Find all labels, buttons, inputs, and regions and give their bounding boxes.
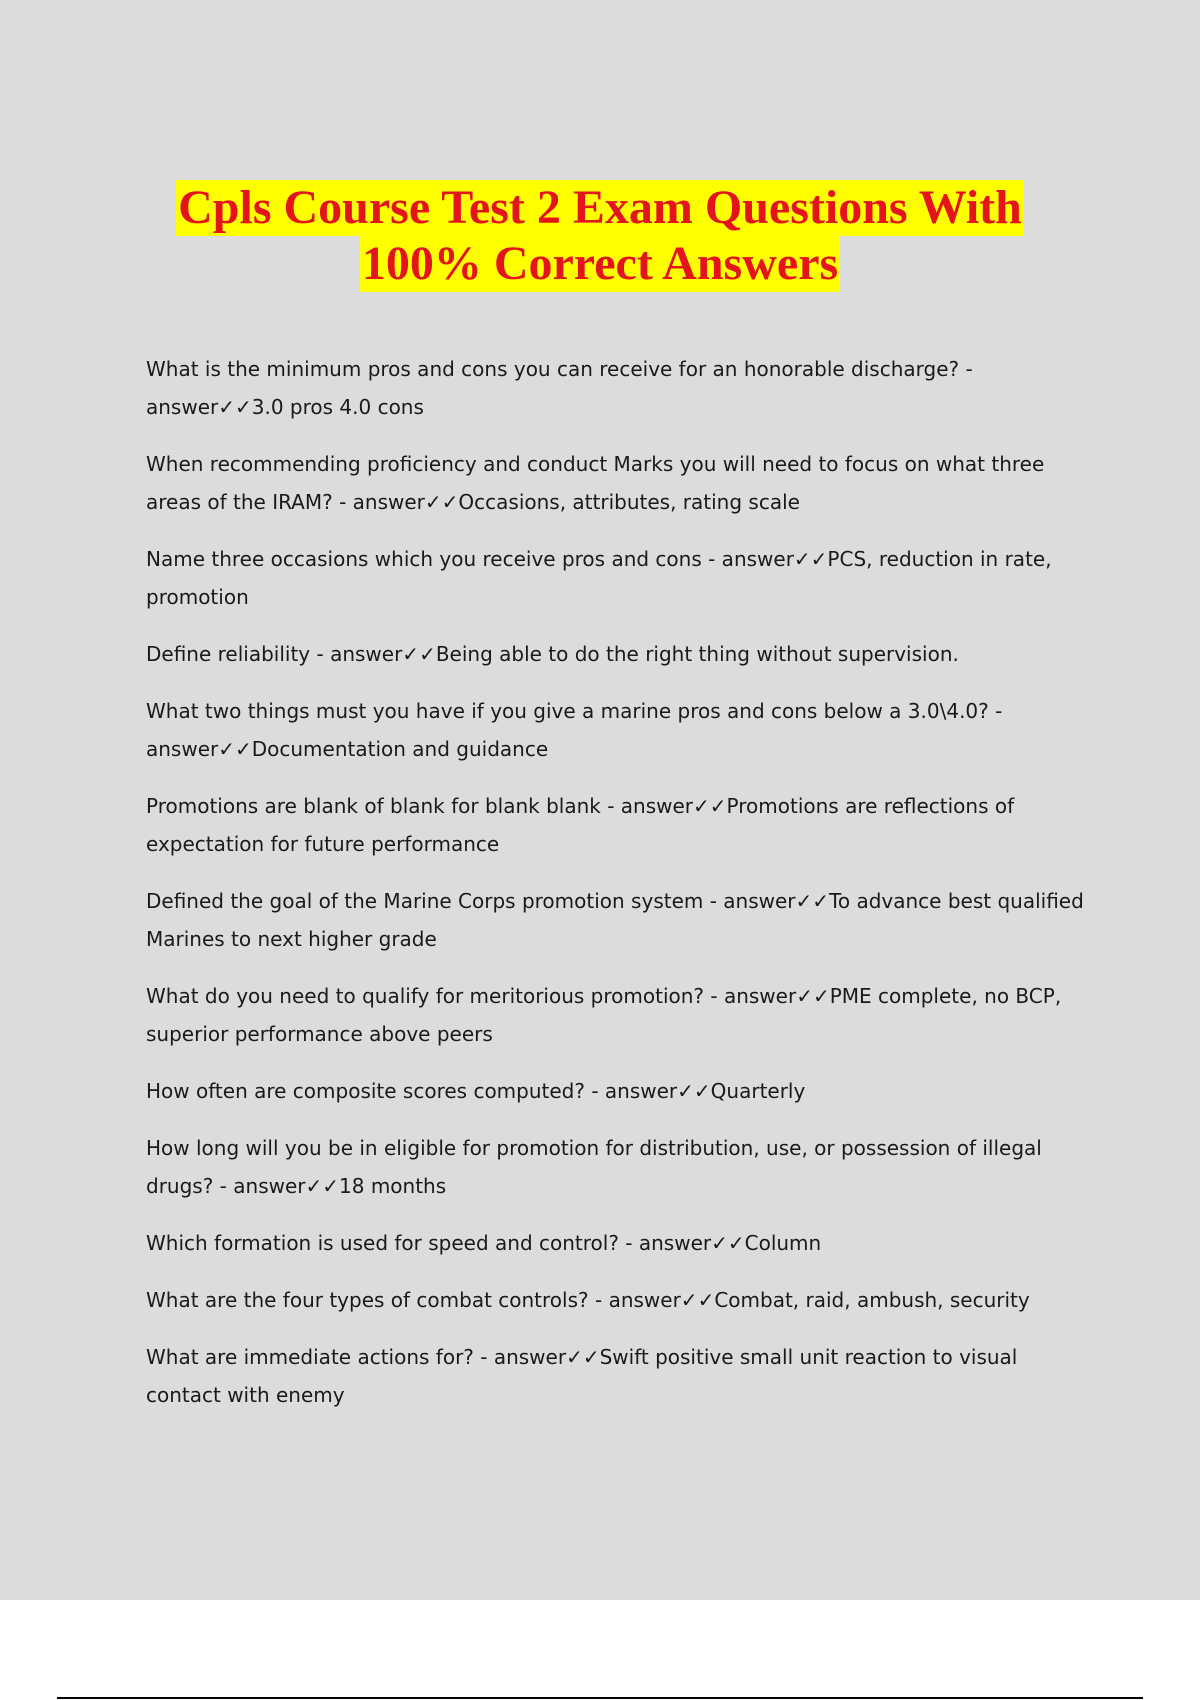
- qa-item: Defined the goal of the Marine Corps promotion system - answer✓✓To advance best qualified Marines to next higher grade: [146, 889, 1084, 951]
- qa-item: How often are composite scores computed? - answer✓✓Quarterly: [146, 1079, 806, 1103]
- footer-divider: [57, 1697, 1143, 1699]
- question-answer-list: [146, 350, 1096, 1433]
- title-line-1: Cpls Course Test 2 Exam Questions With: [178, 181, 1022, 234]
- qa-item: What two things must you have if you give a marine pros and cons below a 3.0\4.0? - answer✓✓Documentation and guidance: [146, 699, 1003, 761]
- qa-item: Which formation is used for speed and control? - answer✓✓Column: [146, 1231, 822, 1255]
- qa-item: What is the minimum pros and cons you can receive for an honorable discharge? - answer✓✓3.0 pros 4.0 cons: [146, 357, 973, 419]
- qa-item: What are the four types of combat controls? - answer✓✓Combat, raid, ambush, security: [146, 1288, 1030, 1312]
- document-title: [0, 180, 1200, 292]
- qa-item: What do you need to qualify for meritorious promotion? - answer✓✓PME complete, no BCP, superior performance above peers: [146, 984, 1062, 1046]
- qa-item: How long will you be in eligible for promotion for distribution, use, or possession of illegal drugs? - answer✓✓18 months: [146, 1136, 1042, 1198]
- qa-item: Define reliability - answer✓✓Being able to do the right thing without supervision.: [146, 642, 959, 666]
- title-line-2: 100% Correct Answers: [361, 237, 839, 290]
- qa-item: When recommending proficiency and conduct Marks you will need to focus on what three areas of the IRAM? - answer✓✓Occasions, attributes, rating scale: [146, 452, 1045, 514]
- qa-item: Name three occasions which you receive pros and cons - answer✓✓PCS, reduction in rate, promotion: [146, 547, 1052, 609]
- qa-item: What are immediate actions for? - answer✓✓Swift positive small unit reaction to visual contact with enemy: [146, 1345, 1018, 1407]
- qa-item: Promotions are blank of blank for blank blank - answer✓✓Promotions are reflections of expectation for future performance: [146, 794, 1015, 856]
